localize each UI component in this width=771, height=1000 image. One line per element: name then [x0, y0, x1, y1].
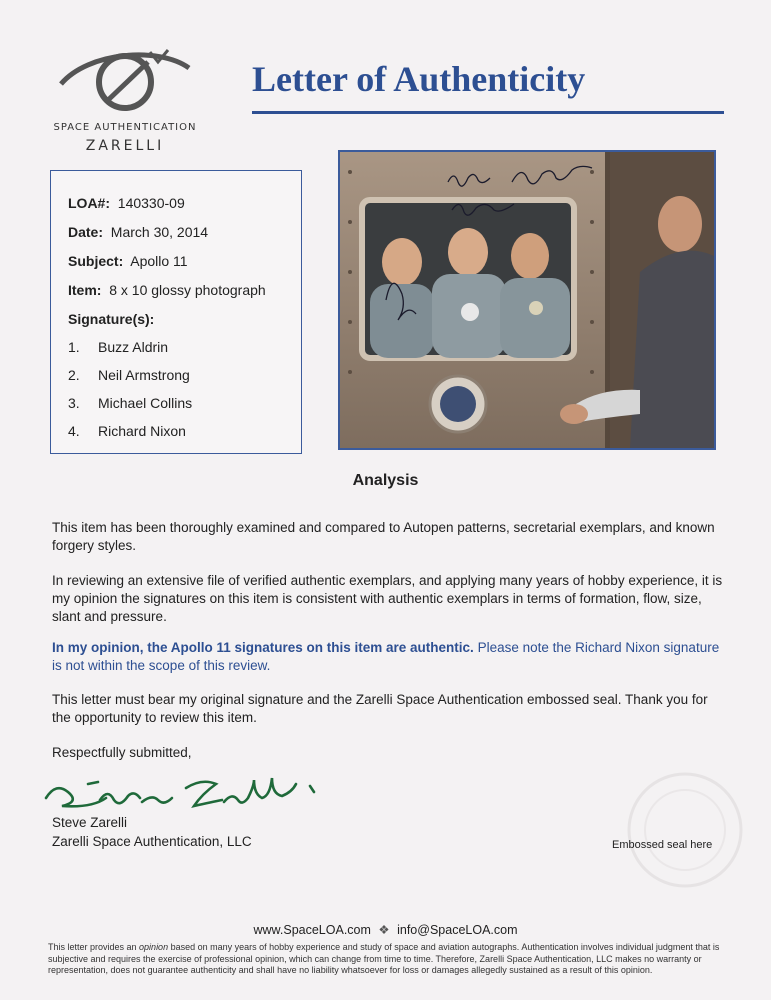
analysis-heading: Analysis [352, 472, 419, 489]
date-row [68, 224, 208, 240]
signature-list-item: 2. Neil Armstrong [68, 367, 190, 383]
email-link[interactable]: info@SpaceLOA.com [397, 923, 518, 937]
signature-list-item: 4. Richard Nixon [68, 423, 186, 439]
signature-list-item: 3. Michael Collins [68, 395, 193, 411]
subject-row [68, 253, 188, 269]
photo-illustration [340, 152, 714, 448]
separator-icon: ❖ [378, 923, 390, 937]
subject-label: Subject: [68, 253, 124, 269]
analysis-paragraph-1: This item has been thoroughly examined and compared to Autopen patterns, secretarial exemplars, and known forgery styles. [52, 520, 715, 553]
footer-contact [0, 922, 771, 937]
page-title: Letter of Authenticity [252, 59, 586, 99]
loa-value: 140330-09 [117, 195, 185, 211]
analysis-paragraph-2: In reviewing an extensive file of verified authentic exemplars, and applying many years of hobby experience, it is my opinion the signatures on this item is consistent with authentic exemplars in terms of formation, flow, size, slant and pressure. [52, 573, 723, 624]
title-underline [252, 111, 724, 114]
signer-name: Steve Zarelli [52, 815, 128, 830]
signer-company: Zarelli Space Authentication, LLC [52, 834, 252, 849]
closing-line: Respectfully submitted, [52, 745, 192, 760]
item-label: Item: [68, 282, 102, 298]
website-link[interactable]: www.SpaceLOA.com [253, 923, 371, 937]
embossed-seal-icon [585, 770, 745, 890]
seal-label: Embossed seal here [612, 839, 713, 851]
signatures-heading: Signature(s): [68, 311, 155, 327]
brand-line-2: ZARELLI [85, 138, 165, 154]
brand-line-1: SPACE AUTHENTICATION [53, 122, 197, 133]
disclaimer-text: This letter provides an opinion based on many years of hobby experience and study of space and aviation autographs. Authentication involves individual judgment that is subjective and requires the exercise of professional opinion, which can change from time to time. Therefore, Zarelli Space Authentication, LLC makes no warranty or representation, does not guarantee authenticity and shall have no liability whatsoever for loss or damages allegedly sustained as a result of this opinion. [48, 942, 720, 975]
saturn-orbit-icon [58, 38, 192, 122]
item-row [68, 282, 266, 298]
opinion-statement: In my opinion, the Apollo 11 signatures on this item are authentic. [52, 640, 474, 655]
loa-label: LOA#: [68, 195, 110, 211]
loa-row [68, 195, 185, 211]
handwritten-signature [38, 772, 338, 816]
opinion-paragraph [52, 639, 724, 675]
opinion-note: Please note the Richard Nixon signature is not within the scope of this review. [52, 640, 720, 673]
company-logo [40, 38, 210, 158]
item-value: 8 x 10 glossy photograph [109, 282, 266, 298]
authenticated-photograph [338, 150, 716, 450]
date-value: March 30, 2014 [110, 224, 209, 240]
subject-value: Apollo 11 [130, 253, 188, 269]
details-box [50, 170, 302, 454]
date-label: Date: [68, 224, 104, 240]
analysis-paragraph-4: This letter must bear my original signature and the Zarelli Space Authentication embossed seal. Thank you for the opportunity to review this item. [52, 692, 708, 725]
signature-list-item: 1. Buzz Aldrin [68, 339, 169, 355]
